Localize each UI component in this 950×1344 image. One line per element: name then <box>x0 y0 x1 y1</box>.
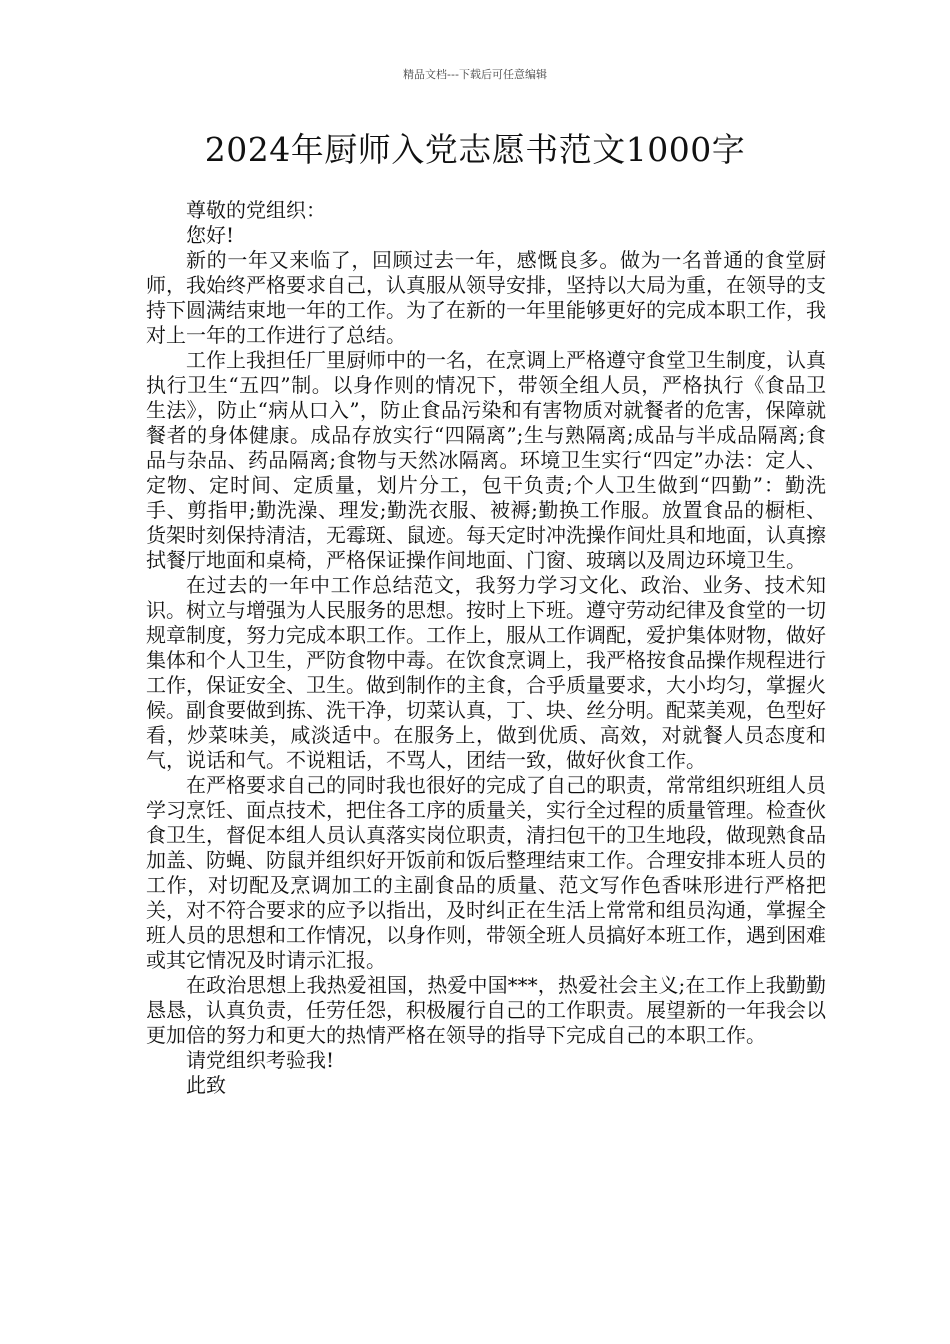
document-title: 2024年厨师入党志愿书范文1000字 <box>204 130 746 169</box>
paragraph: 在过去的一年中工作总结范文，我努力学习文化、政治、业务、技术知识。树立与增强为人民服务的思想。按时上下班。遵守劳动纪律及食堂的一切规章制度，努力完成本职工作。工作上，服从工作调配，爱护集体财物，做好集体和个人卫生，严防食物中毒。在饮食烹调上，我严格按食品操作规程进行工作，保证安全、卫生。做到制作的主食，合乎质量要求，大小均匀，掌握火候。副食要做到拣、洗干净，切菜认真，丁、块、丝分明。配菜美观，色型好看，炒菜味美，咸淡适中。在服务上，做到优质、高效，对就餐人员态度和气，说话和气。不说粗话，不骂人，团结一致，做好伙食工作。 <box>146 573 826 772</box>
paragraph: 在政治思想上我热爱祖国，热爱中国***，热爱社会主义;在工作上我勤勤恳恳，认真负责，任劳任怨，积极履行自己的工作职责。展望新的一年我会以更加倍的努力和更大的热情严格在领导的指导下完成自己的本职工作。 <box>146 973 826 1047</box>
closing: 请党组织考验我! <box>186 1048 335 1072</box>
paragraph: 在严格要求自己的同时我也很好的完成了自己的职责，常常组织班组人员学习烹饪、面点技术，把住各工序的质量关，实行全过程的质量管理。检查伙食卫生，督促本组人员认真落实岗位职责，清扫包干的卫生地段，做现熟食品加盖、防蝇、防鼠并组织好开饭前和饭后整理结束工作。合理安排本班人员的工作，对切配及烹调加工的主副食品的质量、范文写作色香味形进行严格把关，对不符合要求的应予以指出，及时纠正在生活上常常和组员沟通，掌握全班人员的思想和工作情况，以身作则，带领全班人员搞好本班工作，遇到困难或其它情况及时请示汇报。 <box>146 773 826 972</box>
header-note: 精品文档---下载后可任意编辑 <box>403 68 547 81</box>
sign-off: 此致 <box>186 1073 226 1097</box>
greeting: 您好! <box>186 223 235 247</box>
paragraph: 工作上我担任厂里厨师中的一名，在烹调上严格遵守食堂卫生制度，认真执行卫生“五四”制。以身作则的情况下，带领全组人员，严格执行《食品卫生法》，防止“病从口入”，防止食品污染和有害物质对就餐者的危害，保障就餐者的身体健康。成品存放实行“四隔离”;生与熟隔离;成品与半成品隔离;食品与杂品、药品隔离;食物与天然冰隔离。环境卫生实行“四定”办法：定人、定物、定时间、定质量，划片分工，包干负责;个人卫生做到“四勤”：勤洗手、剪指甲;勤洗澡、理发;勤洗衣服、被褥;勤换工作服。放置食品的橱柜、货架时刻保持清洁，无霉斑、鼠迹。每天定时冲洗操作间灶具和地面，认真擦拭餐厅地面和桌椅，严格保证操作间地面、门窗、玻璃以及周边环境卫生。 <box>146 348 826 572</box>
document-body <box>146 198 826 1098</box>
salutation: 尊敬的党组织： <box>186 198 326 222</box>
paragraph: 新的一年又来临了，回顾过去一年，感慨良多。做为一名普通的食堂厨师，我始终严格要求自己，认真服从领导安排，坚持以大局为重，在领导的支持下圆满结束地一年的工作。为了在新的一年里能够更好的完成本职工作，我对上一年的工作进行了总结。 <box>146 248 826 347</box>
